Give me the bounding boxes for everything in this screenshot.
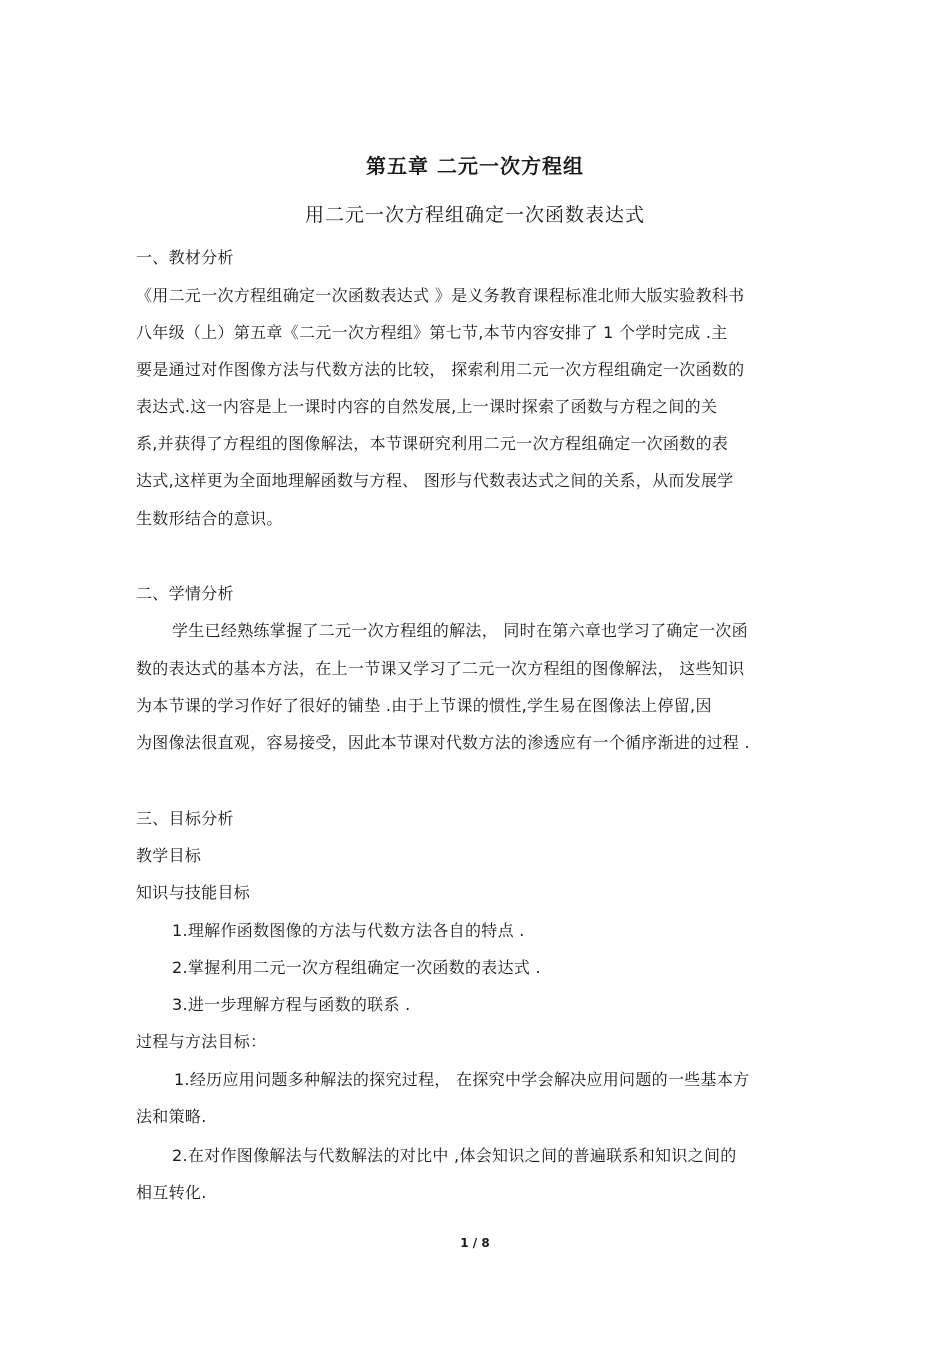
- paragraph-line: 数的表达式的基本方法，在上一节课又学习了二元一次方程组的图像解法， 这些知识: [136, 659, 745, 678]
- paragraph-line: 法和策略.: [136, 1107, 207, 1126]
- subheading-process-methods: 过程与方法目标：: [136, 1032, 267, 1051]
- goal-item: 2.掌握利用二元一次方程组确定一次函数的表达式 .: [172, 958, 541, 977]
- paragraph-line: 学生已经熟练掌握了二元一次方程组的解法， 同时在第六章也学习了确定一次函: [172, 621, 748, 640]
- paragraph-line: 生数形结合的意识。: [136, 509, 283, 528]
- section-heading-goal-analysis: 三、目标分析: [136, 809, 234, 828]
- subheading-teaching-goals: 教学目标: [136, 846, 202, 865]
- paragraph-line: 相互转化.: [136, 1183, 207, 1202]
- subheading-knowledge-skills: 知识与技能目标: [136, 883, 251, 902]
- paragraph-line: 要是通过对作图像方法与代数方法的比较， 探索利用二元一次方程组确定一次函数的: [136, 360, 745, 379]
- paragraph-line: 《用二元一次方程组确定一次函数表达式 》是义务教育课程标准北师大版实验教科书: [136, 286, 745, 305]
- paragraph-line: 达式,这样更为全面地理解函数与方程、 图形与代数表达式之间的关系，从而发展学: [136, 471, 734, 490]
- page-number: 1 / 8: [460, 1236, 490, 1250]
- chapter-title: 第五章 二元一次方程组: [366, 154, 584, 178]
- lesson-title: 用二元一次方程组确定一次函数表达式: [304, 204, 645, 226]
- paragraph-line: 表达式.这一内容是上一课时内容的自然发展,上一课时探索了函数与方程之间的关: [136, 397, 718, 416]
- goal-item: 3.进一步理解方程与函数的联系 .: [172, 995, 411, 1014]
- section-heading-student-analysis: 二、学情分析: [136, 584, 234, 603]
- paragraph-line: 八年级（上）第五章《二元一次方程组》第七节,本节内容安排了 1 个学时完成 .主: [136, 323, 728, 342]
- paragraph-line: 系,并获得了方程组的图像解法，本节课研究利用二元一次方程组确定一次函数的表: [136, 434, 729, 453]
- goal-item: 1.理解作函数图像的方法与代数方法各自的特点 .: [172, 921, 525, 940]
- section-heading-textbook-analysis: 一、教材分析: [136, 248, 234, 267]
- paragraph-line: 1.经历应用问题多种解法的探究过程， 在探究中学会解决应用问题的一些基本方: [174, 1070, 750, 1089]
- paragraph-line: 为本节课的学习作好了很好的铺垫 .由于上节课的惯性,学生易在图像法上停留,因: [136, 696, 712, 715]
- paragraph-line: 2.在对作图像解法与代数解法的对比中 ,体会知识之间的普遍联系和知识之间的: [172, 1146, 737, 1165]
- paragraph-line: 为图像法很直观，容易接受，因此本节课对代数方法的渗透应有一个循序渐进的过程 .: [136, 733, 750, 752]
